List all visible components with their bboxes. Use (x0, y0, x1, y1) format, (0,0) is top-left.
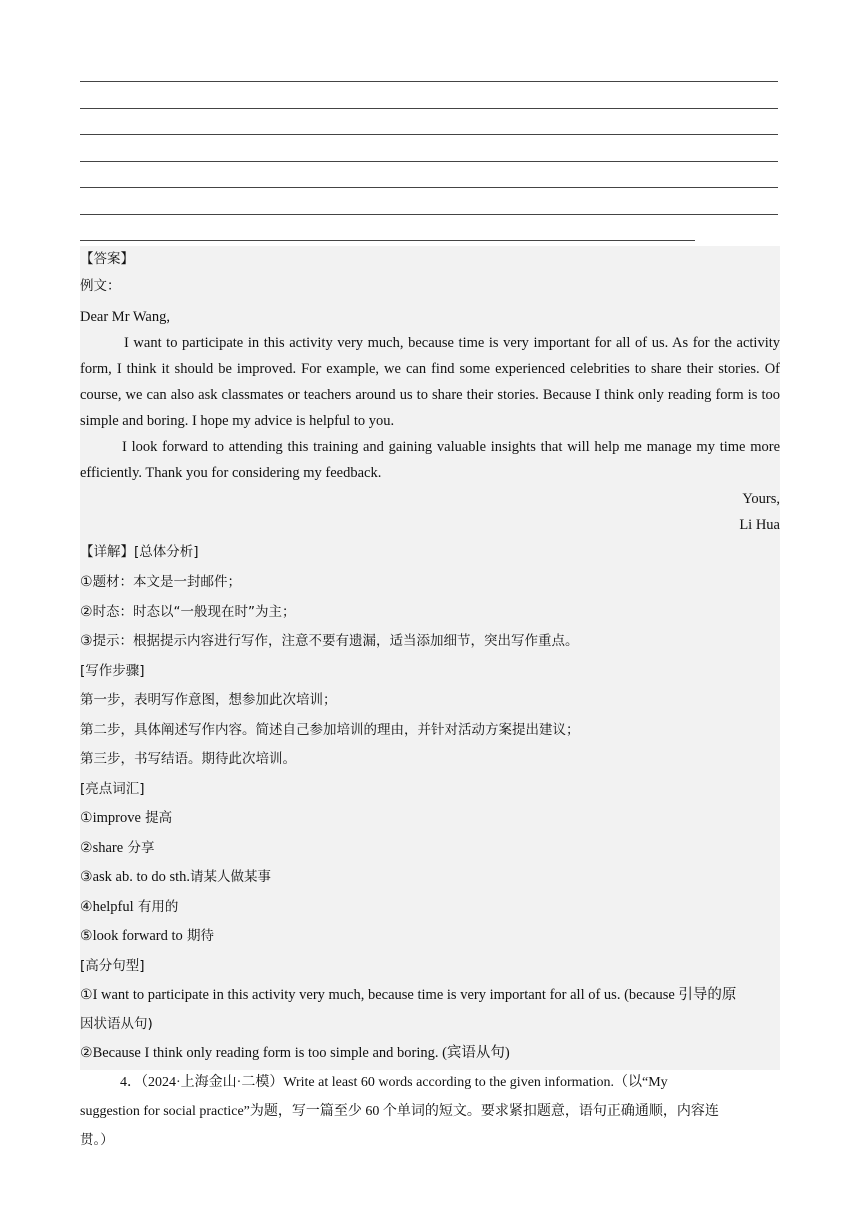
analysis-heading: 【详解】[总体分析] (80, 544, 199, 560)
question-4-line: 4．（2024·上海金山·二模）Write at least 60 words according to the given information.（以“My (120, 1075, 668, 1090)
writing-line (80, 187, 778, 188)
writing-line (80, 108, 778, 109)
step-item: 第二步，具体阐述写作内容。简述自己参加培训的理由，并针对活动方案提出建议； (80, 722, 580, 738)
sentence-item: ②Because I think only reading form is too simple and boring. (宾语从句) (80, 1045, 510, 1061)
letter-salutation: Dear Mr Wang, (80, 309, 170, 325)
writing-line (80, 214, 778, 215)
writing-line (80, 81, 778, 82)
question-4-line: suggestion for social practice”为题，写一篇至少 60 个单词的短文。要求紧扣题意，语句正确通顺，内容连 (80, 1104, 719, 1119)
writing-line (80, 134, 778, 135)
letter-closing: Yours, (742, 491, 780, 507)
letter-paragraph-1: I want to participate in this activity very much, because time is very important for all of us. As for the activity form, I think it should be improved. For example, we can find some experienced celebrities to share their stories. Of course, we can also ask classmates or teachers around us to share their stories. Because I think only reading form is too simple and boring. I hope my advice is helpful to you. (80, 335, 780, 429)
sentence-item: ①I want to participate in this activity very much, because time is very important for all of us. (because 引导的原 (80, 987, 737, 1003)
letter-paragraph-2: I look forward to attending this training and gaining valuable insights that will help me manage my time more efficiently. Thank you for considering my feedback. (80, 439, 780, 481)
writing-line (80, 240, 695, 241)
vocab-item: ②share 分享 (80, 840, 155, 856)
analysis-item: ③提示：根据提示内容进行写作，注意不要有遗漏，适当添加细节，突出写作重点。 (80, 633, 579, 649)
vocab-item: ①improve 提高 (80, 810, 173, 826)
vocab-item: ⑤look forward to 期待 (80, 928, 215, 944)
sample-label: 例文： (80, 278, 121, 294)
steps-heading: [写作步骤] (80, 663, 145, 679)
answer-heading: 【答案】 (80, 251, 134, 267)
step-item: 第一步，表明写作意图，想参加此次培训； (80, 692, 337, 708)
letter-signature: Li Hua (739, 517, 780, 533)
analysis-item: ②时态：时态以“一般现在时”为主； (80, 604, 296, 620)
step-item: 第三步，书写结语。期待此次培训。 (80, 751, 296, 767)
question-4-line: 贯。） (80, 1132, 114, 1148)
vocab-item: ③ask ab. to do sth.请某人做某事 (80, 869, 272, 885)
analysis-item: ①题材：本文是一封邮件； (80, 574, 242, 590)
vocab-heading: [亮点词汇] (80, 781, 145, 797)
answer-writing-lines (80, 81, 778, 267)
sentence-heading: [高分句型] (80, 958, 145, 974)
sentence-item-continuation: 因状语从句) (80, 1016, 153, 1032)
writing-line (80, 161, 778, 162)
vocab-item: ④helpful 有用的 (80, 899, 179, 915)
